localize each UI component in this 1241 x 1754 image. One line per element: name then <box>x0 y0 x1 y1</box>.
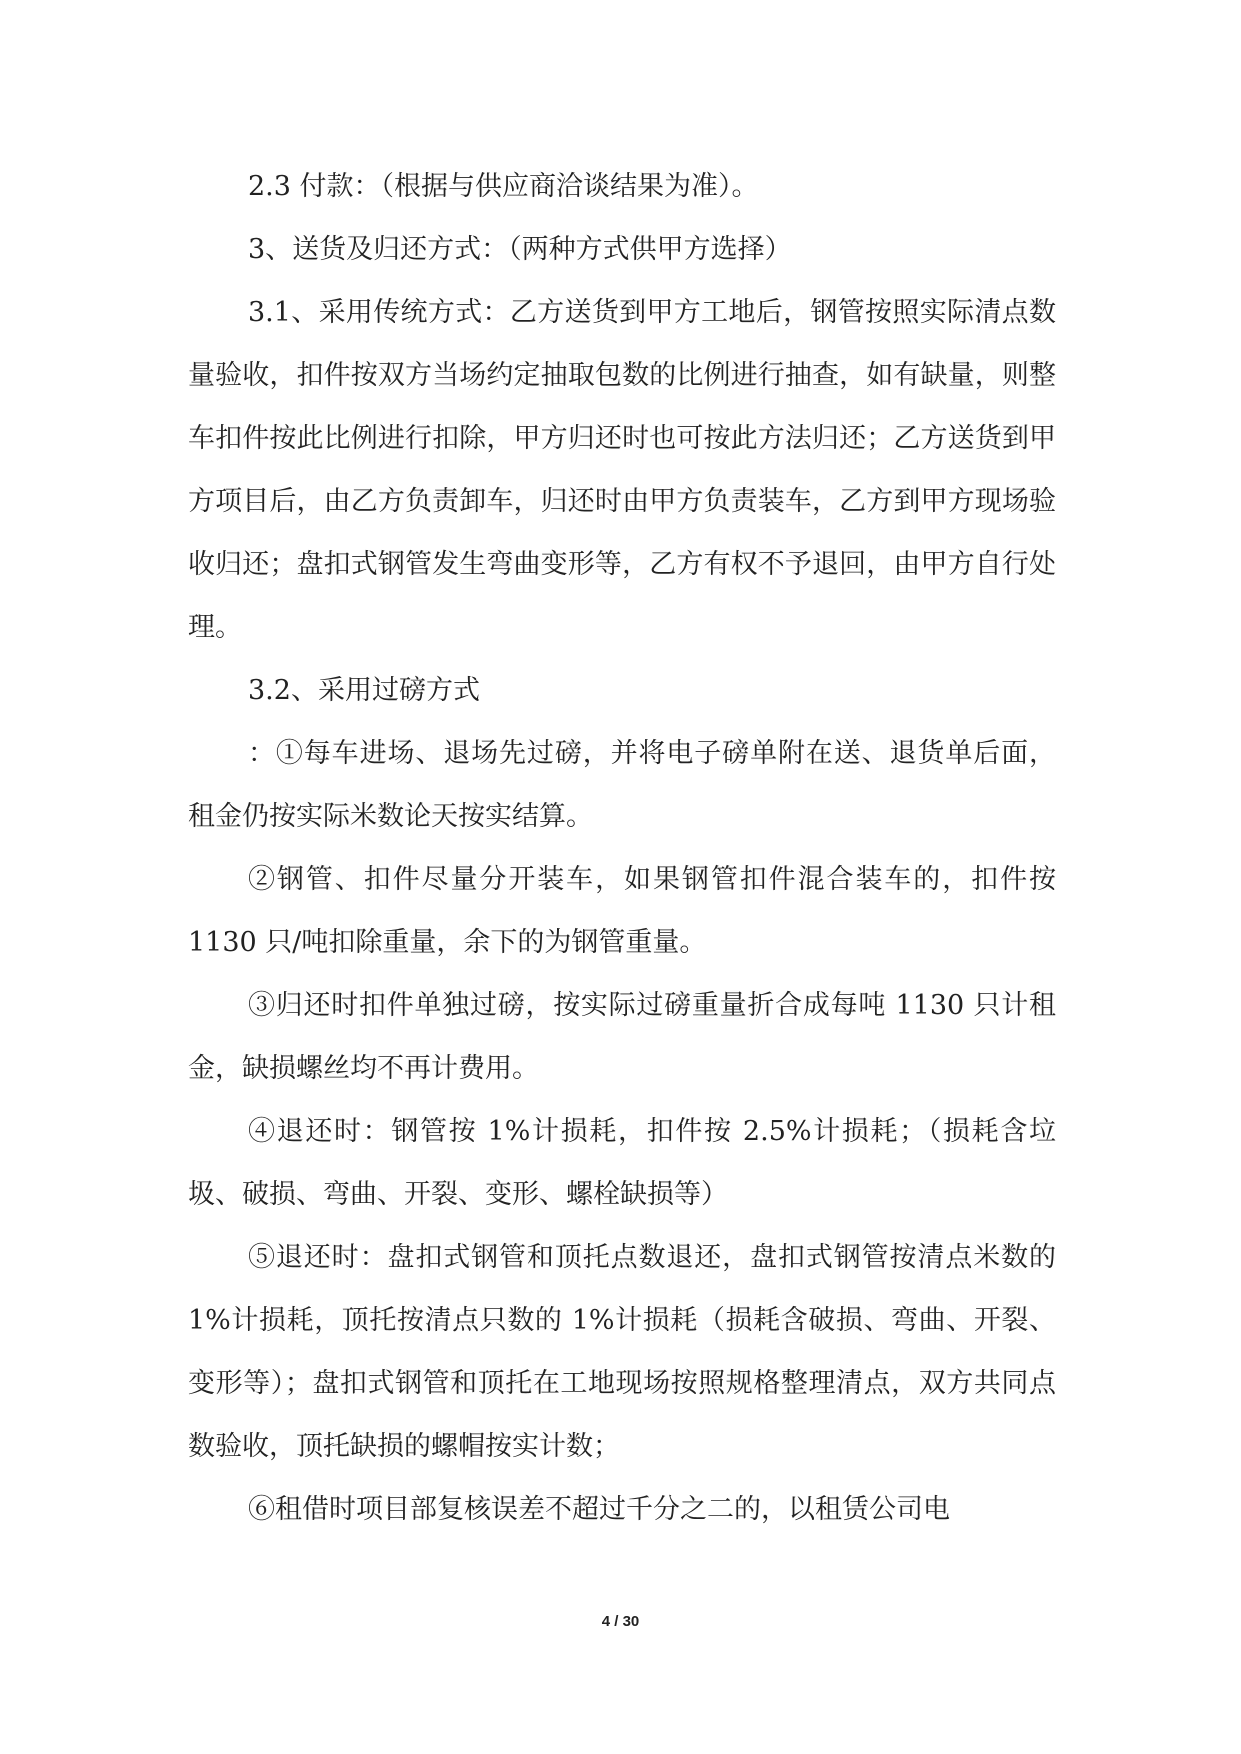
document-body <box>188 155 1056 1541</box>
paragraph: ：①每车进场、退场先过磅，并将电子磅单附在送、退货单后面，租金仍按实际米数论天按实结算。 <box>188 738 1056 832</box>
paragraph: 2.3 付款：（根据与供应商洽谈结果为准）。 <box>248 171 759 202</box>
paragraph: 3.2、采用过磅方式 <box>248 675 480 706</box>
paragraph: ③归还时扣件单独过磅，按实际过磅重量折合成每吨 1130 只计租金，缺损螺丝均不再计费用。 <box>188 990 1056 1084</box>
paragraph: ②钢管、扣件尽量分开装车，如果钢管扣件混合装车的，扣件按 1130 只/吨扣除重量，余下的为钢管重量。 <box>188 864 1056 958</box>
paragraph: 3.1、采用传统方式：乙方送货到甲方工地后，钢管按照实际清点数量验收，扣件按双方当场约定抽取包数的比例进行抽查，如有缺量，则整车扣件按此比例进行扣除，甲方归还时也可按此方法归还；乙方送货到甲方项目后，由乙方负责卸车，归还时由甲方负责装车，乙方到甲方现场验收归还；盘扣式钢管发生弯曲变形等，乙方有权不予退回，由甲方自行处理。 <box>188 297 1056 643</box>
paragraph: ④退还时：钢管按 1%计损耗，扣件按 2.5%计损耗；（损耗含垃圾、破损、弯曲、开裂、变形、螺栓缺损等） <box>188 1116 1056 1210</box>
paragraph: 3、送货及归还方式：（两种方式供甲方选择） <box>248 234 792 265</box>
paragraph: ⑤退还时：盘扣式钢管和顶托点数退还，盘扣式钢管按清点米数的 1%计损耗，顶托按清点只数的 1%计损耗（损耗含破损、弯曲、开裂、变形等）；盘扣式钢管和顶托在工地现场按照规格整理清点，双方共同点数验收，顶托缺损的螺帽按实计数； <box>188 1242 1056 1462</box>
page-number: 4 / 30 <box>601 1613 640 1630</box>
paragraph: ⑥租借时项目部复核误差不超过千分之二的，以租赁公司电 <box>248 1494 950 1525</box>
